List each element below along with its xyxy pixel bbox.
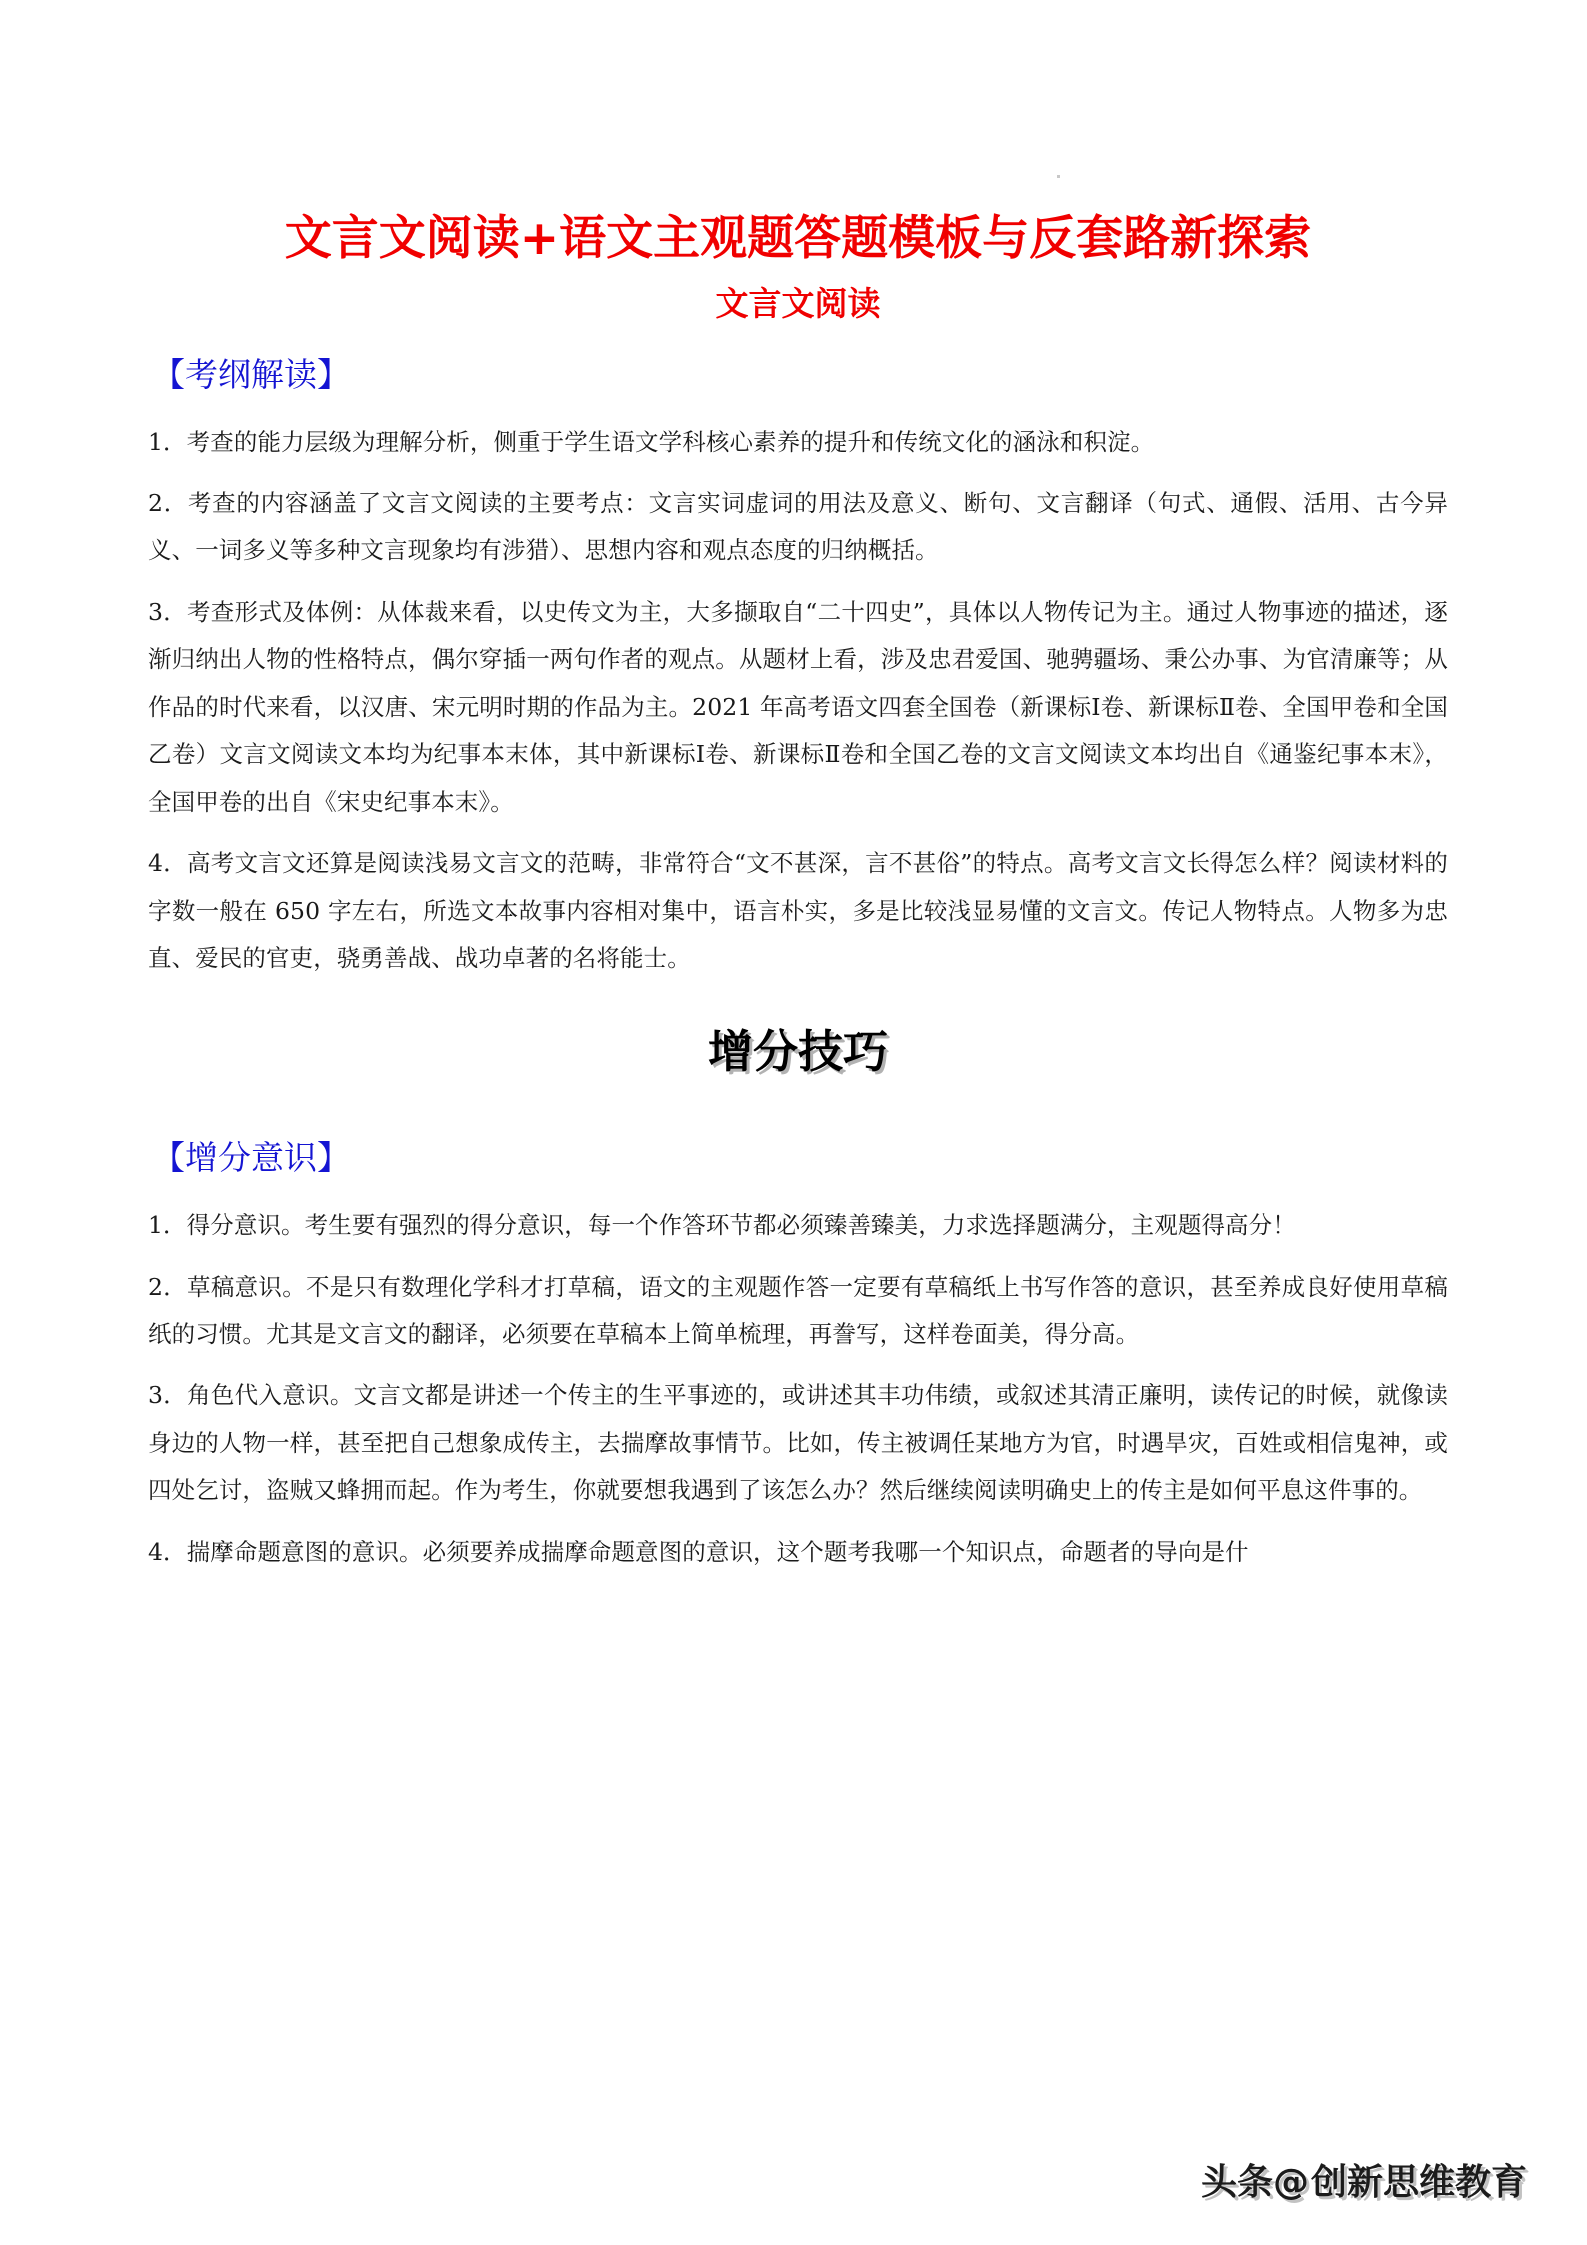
page-subtitle: 文言文阅读 xyxy=(715,284,881,324)
paragraph: 3．角色代入意识。文言文都是讲述一个传主的生平事迹的，或讲述其丰功伟绩，或叙述其清正廉明，读传记的时候，就像读身边的人物一样，甚至把自己想象成传主，去揣摩故事情节。比如，传主被调任某地方为官，时遇旱灾，百姓或相信鬼神，或四处乞讨，盗贼又蜂拥而起。作为考生，你就要想我遇到了该怎么办？然后继续阅读明确史上的传主是如何平息这件事的。 xyxy=(148,1381,1448,1505)
page-title: 文言文阅读+语文主观题答题模板与反套路新探索 xyxy=(284,211,1312,266)
section-heading-zengfen-yishi: 【增分意识】 xyxy=(152,1138,350,1178)
paragraph: 4．高考文言文还算是阅读浅易文言文的范畴，非常符合“文不甚深，言不甚俗”的特点。高考文言文长得怎么样？阅读材料的字数一般在 650 字左右，所选文本故事内容相对集中，语言朴实，多是比较浅显易懂的文言文。传记人物特点。人物多为忠直、爱民的官吏，骁勇善战、战功卓著的名将能士。 xyxy=(148,849,1448,973)
watermark-platform: 头条 xyxy=(1200,2162,1273,2203)
spacer xyxy=(148,1081,1448,1107)
watermark-account: 创新思维教育 xyxy=(1310,2162,1527,2203)
section-heading-zengfen-jiqiao: 增分技巧 xyxy=(707,1024,888,1078)
document-content xyxy=(148,0,1448,1576)
paragraph: 1．考查的能力层级为理解分析，侧重于学生语文学科核心素养的提升和传统文化的涵泳和积淀。 xyxy=(148,427,1155,456)
paragraph: 4．揣摩命题意图的意识。必须要养成揣摩命题意图的意识，这个题考我哪一个知识点，命题者的导向是什 xyxy=(148,1537,1249,1566)
paragraph: 3．考查形式及体例：从体裁来看，以史传文为主，大多撷取自“二十四史”，具体以人物传记为主。通过人物事迹的描述，逐渐归纳出人物的性格特点，偶尔穿插一两句作者的观点。从题材上看，涉及忠君爱国、驰骋疆场、秉公办事、为官清廉等；从作品的时代来看，以汉唐、宋元明时期的作品为主。2021 年高考语文四套全国卷（新课标Ⅰ卷、新课标Ⅱ卷、全国甲卷和全国乙卷）文言文阅读文本均为纪事本末体，其中新课标Ⅰ卷、新课标Ⅱ卷和全国乙卷的文言文阅读文本均出自《通鉴纪事本末》，全国甲卷的出自《宋史纪事本末》。 xyxy=(148,597,1448,816)
paragraph: 2．考查的内容涵盖了文言文阅读的主要考点：文言实词虚词的用法及意义、断句、文言翻译（句式、通假、活用、古今异义、一词多义等多种文言现象均有涉猎）、思想内容和观点态度的归纳概括。 xyxy=(148,489,1448,565)
watermark xyxy=(1201,2154,1527,2205)
paragraph: 2．草稿意识。不是只有数理化学科才打草稿，语文的主观题作答一定要有草稿纸上书写作答的意识，甚至养成良好使用草稿纸的习惯。尤其是文言文的翻译，必须要在草稿本上简单梳理，再誊写，这样卷面美，得分高。 xyxy=(148,1272,1448,1349)
section-heading-kaogang-jiedu: 【考纲解读】 xyxy=(152,354,350,394)
watermark-at-symbol: @ xyxy=(1272,2162,1311,2203)
paragraph: 1．得分意识。考生要有强烈的得分意识，每一个作答环节都必须臻善臻美，力求选择题满分，主观题得高分！ xyxy=(148,1211,1296,1240)
